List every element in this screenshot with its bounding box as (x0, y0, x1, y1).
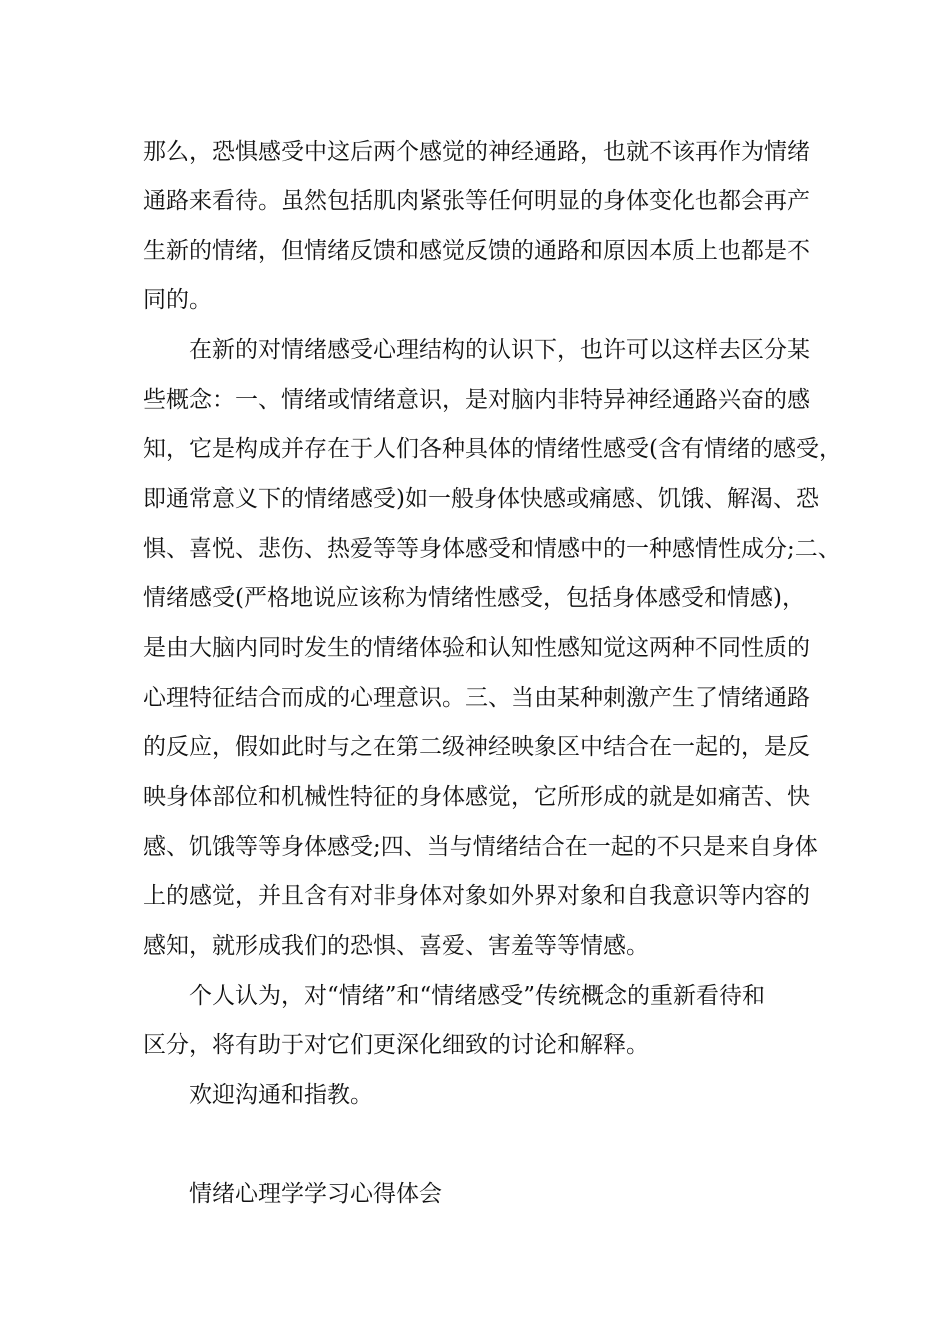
text-line: 感、饥饿等等身体感受;四、当与情绪结合在一起的不只是来自身体 (143, 834, 818, 860)
text-line: 情绪感受(严格地说应该称为情绪性感受，包括身体感受和情感)， (143, 585, 805, 611)
text-line: 些概念：一、情绪或情绪意识，是对脑内非特异神经通路兴奋的感 (143, 387, 810, 413)
section-heading: 情绪心理学学习心得体会 (189, 1181, 442, 1207)
text-line: 即通常意义下的情绪感受)如一般身体快感或痛感、饥饿、解渴、恐 (143, 486, 819, 512)
text-line: 欢迎沟通和指教。 (189, 1082, 373, 1108)
text-line: 那么，恐惧感受中这后两个感觉的神经通路，也就不该再作为情绪 (143, 139, 810, 165)
text-line: 心理特征结合而成的心理意识。三、当由某种刺激产生了情绪通路 (143, 685, 810, 711)
text-line: 惧、喜悦、悲伤、热爱等等身体感受和情感中的一种感情性成分;二、 (143, 536, 841, 562)
text-line: 知，它是构成并存在于人们各种具体的情绪性感受(含有情绪的感受， (143, 436, 842, 462)
text-line: 在新的对情绪感受心理结构的认识下，也许可以这样去区分某 (189, 337, 810, 363)
text-line: 同的。 (143, 287, 212, 313)
text-line: 通路来看待。虽然包括肌肉紧张等任何明显的身体变化也都会再产 (143, 188, 810, 214)
text-line: 区分，将有助于对它们更深化细致的讨论和解释。 (143, 1032, 649, 1058)
text-line: 感知，就形成我们的恐惧、喜爱、害羞等等情感。 (143, 933, 649, 959)
text-line: 上的感觉，并且含有对非身体对象如外界对象和自我意识等内容的 (143, 883, 810, 909)
text-line: 个人认为，对“情绪”和“情绪感受”传统概念的重新看待和 (189, 983, 766, 1009)
text-line: 的反应，假如此时与之在第二级神经映象区中结合在一起的，是反 (143, 734, 810, 760)
text-line: 是由大脑内同时发生的情绪体验和认知性感知觉这两种不同性质的 (143, 635, 810, 661)
text-line: 生新的情绪，但情绪反馈和感觉反馈的通路和原因本质上也都是不 (143, 238, 810, 264)
text-line: 映身体部位和机械性特征的身体感觉，它所形成的就是如痛苦、快 (143, 784, 810, 810)
